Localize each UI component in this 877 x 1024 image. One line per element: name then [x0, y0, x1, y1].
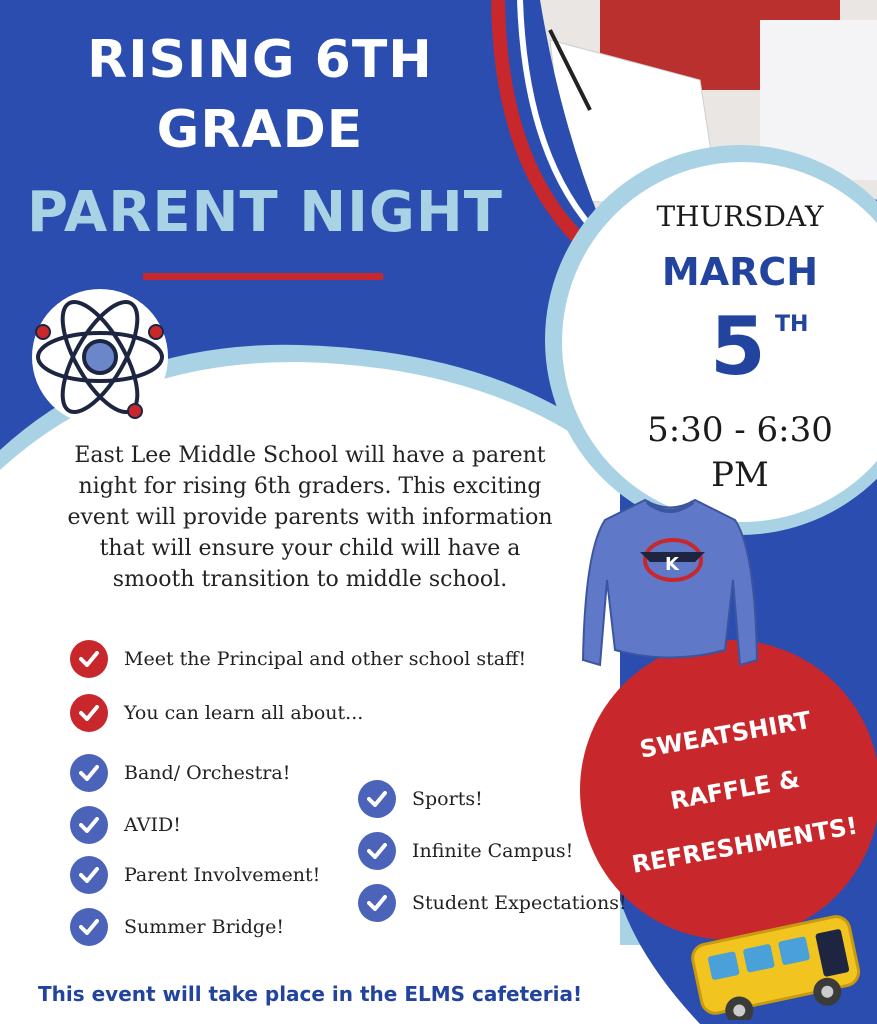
check-icon [358, 884, 396, 922]
list-item-text: Sports! [412, 788, 483, 810]
check-icon [70, 640, 108, 678]
svg-text:K: K [665, 554, 679, 575]
list-item-text: Infinite Campus! [412, 840, 574, 862]
description-line: event will provide parents with information [67, 505, 553, 530]
sweatshirt-image [575, 490, 765, 690]
date-number-suffix: TH [775, 312, 809, 337]
red-list-item-2 [70, 694, 363, 732]
check-icon [358, 832, 396, 870]
date-day: THURSDAY [656, 200, 824, 233]
raffle-line-2: RAFFLE & [668, 764, 802, 816]
right-list-item-3 [358, 884, 627, 922]
left-list-item-2 [70, 806, 181, 844]
list-item-text: AVID! [124, 814, 181, 836]
list-item-text: You can learn all about... [124, 702, 364, 724]
date-month: MARCH [661, 250, 819, 294]
check-icon [70, 694, 108, 732]
left-list-item-3 [70, 856, 320, 894]
check-icon [358, 780, 396, 818]
list-item-text: Student Expectations! [412, 892, 627, 914]
red-list-item-1 [70, 640, 526, 678]
event-description [40, 440, 580, 595]
list-item-text: Parent Involvement! [124, 864, 321, 886]
title-line-3: PARENT NIGHT [27, 180, 503, 245]
raffle-line-1: SWEATSHIRT [637, 706, 814, 764]
check-icon [70, 806, 108, 844]
check-icon [70, 908, 108, 946]
description-line: that will ensure your child will have a [99, 536, 521, 561]
date-time: 5:30 - 6:30 [647, 410, 833, 450]
check-icon [70, 754, 108, 792]
right-list-item-2 [358, 832, 573, 870]
description-line: East Lee Middle School will have a parent [74, 443, 546, 468]
description-line: smooth transition to middle school. [112, 567, 508, 592]
date-number [700, 300, 840, 400]
title-line-1: RISING 6TH [87, 30, 433, 90]
right-list-item-1 [358, 780, 483, 818]
school-bus-icon [680, 905, 870, 1020]
date-number-value: 5 [710, 300, 766, 393]
title-line-2: GRADE [156, 100, 364, 160]
list-item-text: Summer Bridge! [124, 916, 284, 938]
footer-text: This event will take place in the ELMS cafeteria! [38, 982, 583, 1006]
check-icon [70, 856, 108, 894]
description-line: night for rising 6th graders. This exciting [78, 474, 542, 499]
list-item-text: Meet the Principal and other school staff! [124, 648, 527, 670]
raffle-line-3: REFRESHMENTS! [629, 811, 860, 879]
left-list-item-4 [70, 908, 284, 946]
atom-icon [25, 285, 175, 430]
list-item-text: Band/ Orchestra! [124, 762, 291, 784]
left-list-item-1 [70, 754, 290, 792]
date-ampm: PM [711, 455, 769, 495]
